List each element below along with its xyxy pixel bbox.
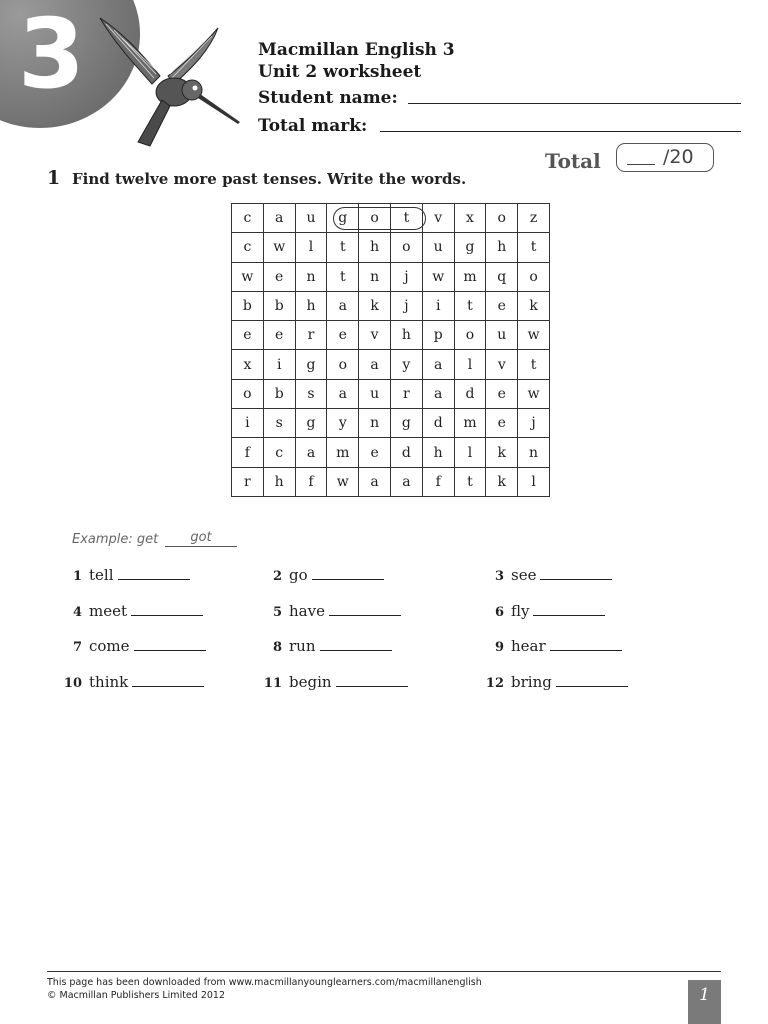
grid-cell[interactable]: m	[454, 262, 486, 291]
grid-cell[interactable]: e	[327, 321, 359, 350]
grid-cell[interactable]: n	[359, 409, 391, 438]
grid-cell[interactable]: o	[390, 233, 422, 262]
grid-cell[interactable]: n	[518, 438, 550, 467]
grid-cell[interactable]: h	[359, 233, 391, 262]
grid-cell[interactable]: h	[263, 467, 295, 496]
unit-number: 3	[18, 0, 85, 110]
grid-cell[interactable]: e	[263, 321, 295, 350]
footer-download-note: This page has been downloaded from www.macmillanyounglearners.com/macmillanenglish	[47, 977, 482, 988]
grid-cell[interactable]: f	[232, 438, 264, 467]
item-number: 1	[72, 569, 82, 584]
answer-blank[interactable]	[312, 578, 384, 580]
grid-row	[232, 291, 550, 320]
item-word: think	[89, 673, 129, 691]
grid-cell[interactable]: x	[454, 204, 486, 233]
grid-cell[interactable]: z	[518, 204, 550, 233]
grid-cell[interactable]: b	[263, 291, 295, 320]
grid-cell[interactable]: h	[486, 233, 518, 262]
grid-row	[232, 233, 550, 262]
item-word: go	[289, 566, 308, 584]
grid-cell[interactable]: s	[295, 379, 327, 408]
grid-row	[232, 350, 550, 379]
grid-cell[interactable]: k	[486, 438, 518, 467]
page-number: 1	[688, 980, 721, 1024]
item-number: 11	[263, 676, 282, 691]
answer-item	[484, 673, 628, 691]
item-number: 8	[272, 640, 282, 655]
grid-cell[interactable]: o	[454, 321, 486, 350]
grid-row	[232, 321, 550, 350]
grid-cell[interactable]: w	[327, 467, 359, 496]
grid-cell[interactable]: w	[518, 321, 550, 350]
answer-item	[484, 637, 622, 655]
grid-cell[interactable]: d	[454, 379, 486, 408]
example-label: Example: get	[72, 532, 159, 547]
item-number: 10	[63, 676, 82, 691]
grid-cell[interactable]: t	[454, 467, 486, 496]
grid-cell[interactable]: t	[518, 233, 550, 262]
grid-cell[interactable]: e	[486, 409, 518, 438]
student-name-line[interactable]	[408, 103, 741, 104]
grid-cell[interactable]: l	[454, 350, 486, 379]
grid-cell[interactable]: f	[422, 467, 454, 496]
grid-cell[interactable]: i	[422, 291, 454, 320]
grid-cell[interactable]: k	[518, 291, 550, 320]
item-number: 6	[494, 605, 504, 620]
total-mark-line[interactable]	[380, 131, 741, 132]
grid-cell[interactable]: p	[422, 321, 454, 350]
answer-item	[62, 566, 190, 584]
item-number: 9	[494, 640, 504, 655]
grid-cell[interactable]: a	[295, 438, 327, 467]
total-label: Total	[545, 149, 601, 173]
hummingbird-illustration	[92, 14, 242, 154]
item-number: 7	[72, 640, 82, 655]
item-word: see	[511, 566, 537, 584]
grid-cell[interactable]: d	[422, 409, 454, 438]
answer-blank[interactable]	[132, 685, 204, 687]
answer-blank[interactable]	[329, 614, 401, 616]
grid-cell[interactable]: u	[359, 379, 391, 408]
item-word: tell	[89, 566, 114, 584]
grid-cell[interactable]: n	[295, 262, 327, 291]
grid-cell[interactable]: a	[422, 379, 454, 408]
answer-blank[interactable]	[131, 614, 203, 616]
item-number: 2	[272, 569, 282, 584]
grid-cell[interactable]: g	[327, 204, 359, 233]
grid-cell[interactable]: t	[327, 262, 359, 291]
grid-cell[interactable]: k	[359, 291, 391, 320]
grid-cell[interactable]: l	[295, 233, 327, 262]
grid-cell[interactable]: s	[263, 409, 295, 438]
grid-cell[interactable]: l	[454, 438, 486, 467]
item-word: hear	[511, 637, 546, 655]
grid-cell[interactable]: h	[422, 438, 454, 467]
total-score-blank[interactable]	[627, 164, 655, 165]
answer-item	[484, 566, 612, 584]
answer-blank[interactable]	[336, 685, 408, 687]
grid-cell[interactable]: m	[454, 409, 486, 438]
grid-cell[interactable]: c	[232, 233, 264, 262]
grid-cell[interactable]: h	[295, 291, 327, 320]
item-number: 3	[494, 569, 504, 584]
grid-cell[interactable]: v	[486, 350, 518, 379]
item-word: bring	[511, 673, 552, 691]
grid-cell[interactable]: j	[518, 409, 550, 438]
grid-cell[interactable]: k	[486, 467, 518, 496]
answer-item	[62, 673, 204, 691]
grid-cell[interactable]: t	[390, 204, 422, 233]
item-number: 5	[272, 605, 282, 620]
total-max: /20	[663, 146, 694, 168]
grid-cell[interactable]: a	[359, 467, 391, 496]
answer-blank[interactable]	[320, 649, 392, 651]
grid-cell[interactable]: w	[518, 379, 550, 408]
grid-cell[interactable]: q	[486, 262, 518, 291]
answer-blank[interactable]	[550, 649, 622, 651]
grid-row	[232, 379, 550, 408]
grid-cell[interactable]: a	[327, 379, 359, 408]
grid-cell[interactable]: u	[486, 321, 518, 350]
answer-blank[interactable]	[134, 649, 206, 651]
grid-cell[interactable]: v	[359, 321, 391, 350]
grid-cell[interactable]: r	[390, 379, 422, 408]
grid-cell[interactable]: e	[263, 262, 295, 291]
grid-cell[interactable]: u	[422, 233, 454, 262]
grid-cell[interactable]: a	[390, 467, 422, 496]
grid-cell[interactable]: a	[327, 291, 359, 320]
grid-cell[interactable]: g	[295, 409, 327, 438]
answer-item	[484, 602, 605, 620]
answer-blank[interactable]	[540, 578, 612, 580]
worksheet-title: Unit 2 worksheet	[258, 62, 422, 82]
footer-copyright: © Macmillan Publishers Limited 2012	[47, 990, 225, 1001]
footer-divider	[47, 971, 721, 972]
answer-item	[262, 673, 408, 691]
grid-cell[interactable]: c	[263, 438, 295, 467]
item-number: 4	[72, 605, 82, 620]
example-answer: got	[165, 530, 237, 547]
item-number: 12	[485, 676, 504, 691]
grid-cell[interactable]: l	[518, 467, 550, 496]
grid-cell[interactable]: u	[295, 204, 327, 233]
item-word: come	[89, 637, 130, 655]
question-number: 1	[47, 167, 61, 189]
grid-cell[interactable]: b	[263, 379, 295, 408]
item-word: meet	[89, 602, 128, 620]
total-score-box	[616, 143, 714, 172]
grid-cell[interactable]: i	[263, 350, 295, 379]
grid-cell[interactable]: o	[327, 350, 359, 379]
grid-cell[interactable]: a	[422, 350, 454, 379]
grid-cell[interactable]: w	[422, 262, 454, 291]
student-name-label: Student name:	[258, 88, 398, 108]
grid-cell[interactable]: e	[232, 321, 264, 350]
grid-cell[interactable]: h	[390, 321, 422, 350]
grid-cell[interactable]: t	[327, 233, 359, 262]
word-search-grid	[231, 203, 550, 497]
grid-cell[interactable]: c	[232, 204, 264, 233]
grid-cell[interactable]: e	[359, 438, 391, 467]
item-word: begin	[289, 673, 332, 691]
grid-cell[interactable]: w	[263, 233, 295, 262]
grid-cell[interactable]: v	[422, 204, 454, 233]
grid-cell[interactable]: j	[390, 291, 422, 320]
grid-cell[interactable]: r	[295, 321, 327, 350]
grid-cell[interactable]: j	[390, 262, 422, 291]
grid-cell[interactable]: a	[359, 350, 391, 379]
grid-cell[interactable]: r	[232, 467, 264, 496]
answer-blank[interactable]	[533, 614, 605, 616]
grid-cell[interactable]: o	[232, 379, 264, 408]
answer-item	[262, 602, 401, 620]
grid-row	[232, 467, 550, 496]
grid-cell[interactable]: d	[390, 438, 422, 467]
answer-item	[62, 637, 206, 655]
grid-cell[interactable]: g	[454, 233, 486, 262]
example-circle-got	[333, 207, 426, 230]
answer-item	[262, 566, 384, 584]
item-word: have	[289, 602, 325, 620]
answer-item	[62, 602, 203, 620]
answer-blank[interactable]	[118, 578, 190, 580]
grid-cell[interactable]: a	[263, 204, 295, 233]
total-mark-label: Total mark:	[258, 116, 368, 136]
answer-blank[interactable]	[556, 685, 628, 687]
item-word: run	[289, 637, 316, 655]
book-title: Macmillan English 3	[258, 40, 455, 60]
grid-cell[interactable]: y	[390, 350, 422, 379]
item-word: fly	[511, 602, 530, 620]
grid-cell[interactable]: t	[454, 291, 486, 320]
grid-cell[interactable]: o	[518, 262, 550, 291]
grid-cell[interactable]: y	[327, 409, 359, 438]
grid-cell[interactable]: n	[359, 262, 391, 291]
grid-cell[interactable]: e	[486, 291, 518, 320]
grid-cell[interactable]: x	[232, 350, 264, 379]
grid-cell[interactable]: t	[518, 350, 550, 379]
grid-row	[232, 409, 550, 438]
grid-cell[interactable]: b	[232, 291, 264, 320]
grid-cell[interactable]: g	[295, 350, 327, 379]
question-instruction: Find twelve more past tenses. Write the words.	[72, 170, 467, 188]
grid-cell[interactable]: e	[486, 379, 518, 408]
grid-cell[interactable]: m	[327, 438, 359, 467]
grid-cell[interactable]: o	[359, 204, 391, 233]
grid-cell[interactable]: i	[232, 409, 264, 438]
grid-cell[interactable]: g	[390, 409, 422, 438]
grid-cell[interactable]: o	[486, 204, 518, 233]
grid-cell[interactable]: f	[295, 467, 327, 496]
grid-row	[232, 438, 550, 467]
grid-row	[232, 262, 550, 291]
answer-item	[262, 637, 392, 655]
grid-cell[interactable]: w	[232, 262, 264, 291]
